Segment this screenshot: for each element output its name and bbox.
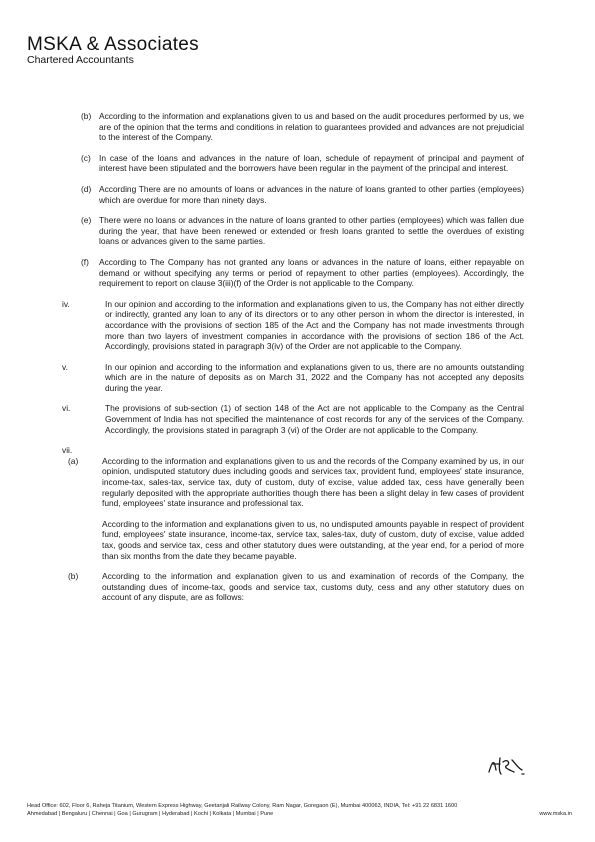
clause-label: (e) bbox=[81, 215, 92, 226]
clause-vii-label: vii. bbox=[62, 445, 73, 456]
clause-v bbox=[62, 362, 524, 394]
clause-text: According to The Company has not granted any loans or advances in the nature of loans, either repayable on demand or without specifying any terms or period of repayment to other parties (employees). Accordingly, the requirement to report on clause 3(iii)(f) of the Order is not applicable to the Company. bbox=[99, 256, 524, 289]
clause-vii-a bbox=[62, 456, 524, 509]
clause-e bbox=[76, 215, 524, 247]
firm-subtitle: Chartered Accountants bbox=[27, 54, 134, 66]
clause-f bbox=[76, 257, 524, 289]
clause-label: (f) bbox=[81, 256, 89, 267]
firm-name: MSKA & Associates bbox=[27, 34, 199, 55]
clause-label: (b) bbox=[81, 111, 92, 121]
clause-vii-b bbox=[62, 571, 524, 603]
clause-b bbox=[76, 111, 524, 143]
clause-text: According to the information and explanation given to us and examination of records of the Company, the outstanding dues of income-tax, goods and service tax, customs duty, cess and any other statutory dues on account of any dispute, are as follows: bbox=[102, 571, 524, 603]
clause-c bbox=[76, 153, 524, 174]
clause-text: In our opinion and according to the information and explanations given to us, there are no amounts outstanding which are in the nature of deposits as on March 31, 2022 and the Company has not accepted any deposits during the year. bbox=[105, 361, 524, 393]
clause-text: There were no loans or advances in the nature of loans granted to other parties (employees) which was fallen due during the year, that have been renewed or extended or fresh loans granted to settle the overdues of existing loans or advances given to the same parties. bbox=[99, 215, 524, 247]
clause-label: v. bbox=[62, 361, 68, 372]
clause-text: The provisions of sub-section (1) of section 148 of the Act are not applicable to the Company as the Central Government of India has not specified the maintenance of cost records for any of the services of the Company. Accordingly, the provisions stated in paragraph 3 (vi) of the Order are not applicable to the Company. bbox=[105, 403, 524, 435]
clause-text: According to the information and explanations given to us and the records of the Company examined by us, in our opinion, undisputed statutory dues including goods and services tax, provident fund, employees' state insurance, income-tax, sales-tax, service tax, duty of custom, duty of excise, value added tax, cess have generally been regularly deposited with the appropriate authorities though there has been a slight delay in few cases of provident fund, employees' state insurance and professional tax. bbox=[102, 455, 524, 509]
clause-text: In case of the loans and advances in the nature of loan, schedule of repayment of principal and payment of interest have been stipulated and the borrowers have been regular in the payment of the principal and interest. bbox=[99, 152, 524, 174]
footer-head-office: Head Office: 602, Floor 6, Raheja Titanium, Western Express Highway, Geetanjali Railway Colony, Ram Nagar, Goregaon (E), Mumbai 400063, INDIA, Tel: +91 22 6831 1600 bbox=[27, 803, 458, 809]
clause-text: In our opinion and according to the information and explanations given to us, the Company has not either directly or indirectly, granted any loan to any of its directors or to any other person in whom the director is interested, in accordance with the provisions of section 185 of the Act and the Company has not made investments through more than two layers of investment companies in accordance with the provisions of section 186 of the Act. Accordingly, provisions stated in paragraph 3(iv) of the Order are not applicable to the Company. bbox=[105, 298, 524, 352]
clause-label: (c) bbox=[81, 152, 91, 163]
clause-text: According There are no amounts of loans or advances in the nature of loans granted to other parties (employees) which are overdue for more than ninety days. bbox=[99, 183, 524, 205]
clause-label: (b) bbox=[68, 571, 79, 582]
footer-website: www.mska.in bbox=[539, 811, 572, 817]
clause-iv bbox=[62, 299, 524, 352]
clause-label: vi. bbox=[62, 403, 71, 414]
clause-vii-a-continued: According to the information and explanations given to us, no undisputed amounts payable in respect of provident fund, employees' state insurance, income-tax, service tax, sales-tax, duty of custom, duty of excise, value added tax, goods and service tax, cess and other statutory dues were outstanding, at the year end, for a period of more than six months from the date they became payable. bbox=[102, 518, 524, 561]
clause-text: According to the information and explanations given to us and based on the audit procedures performed by us, we are of the opinion that the terms and conditions in relation to guarantees provided and advances are not prejudicial to the interest of the Company. bbox=[99, 111, 524, 143]
footer-offices: Ahmedabad | Bengaluru | Chennai | Goa | Gurugram | Hyderabad | Kochi | Kolkata | Mumbai | Pune bbox=[27, 811, 274, 817]
page-footer bbox=[27, 802, 572, 818]
document-body bbox=[62, 111, 524, 613]
clause-d bbox=[76, 184, 524, 205]
letterhead bbox=[27, 35, 199, 66]
clause-vi bbox=[62, 403, 524, 435]
signature-mark bbox=[484, 750, 532, 780]
clause-label: (d) bbox=[81, 183, 92, 194]
clause-label: iv. bbox=[62, 298, 70, 309]
clause-label: (a) bbox=[68, 455, 79, 466]
